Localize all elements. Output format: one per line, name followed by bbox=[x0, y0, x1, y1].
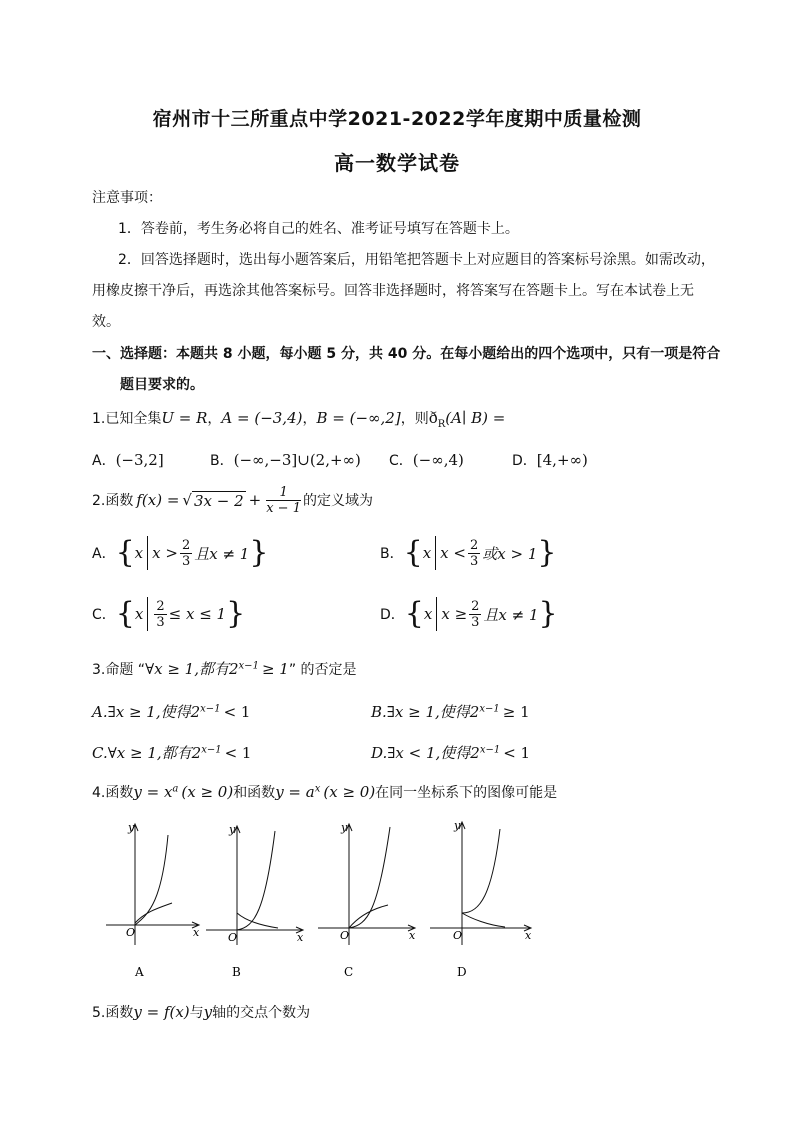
q1-option-a-value: (−3,2] bbox=[115, 451, 164, 469]
q1-option-c[interactable] bbox=[389, 450, 464, 470]
q2-option-d-label: D． bbox=[380, 607, 405, 623]
q1-universe: U = R bbox=[161, 409, 208, 427]
q2-fraction bbox=[266, 485, 301, 516]
q4-suffix: 在同一坐标系下的图像可能是 bbox=[375, 785, 558, 801]
divider-bar bbox=[435, 536, 436, 570]
curve-power bbox=[237, 831, 275, 930]
question-3-stem bbox=[92, 658, 357, 679]
q2-d-frac-num: 2 bbox=[471, 598, 480, 614]
q3-option-c-tail: < 1 bbox=[224, 744, 252, 762]
q4-mid: 和函数 bbox=[233, 785, 276, 801]
axis-x-label: x bbox=[525, 929, 532, 942]
q2-c-rel: ≤ x ≤ 1 bbox=[168, 605, 227, 623]
right-brace-icon: } bbox=[538, 596, 558, 631]
divider-bar bbox=[147, 536, 148, 570]
graph-c[interactable] bbox=[318, 821, 416, 979]
q2-option-b-label: B． bbox=[380, 546, 404, 562]
q2-c-var: x bbox=[134, 605, 144, 623]
q2-option-a-label: A． bbox=[92, 546, 116, 562]
q2-frac-num: 1 bbox=[266, 485, 301, 501]
graph-a[interactable] bbox=[106, 821, 200, 979]
q1-option-b[interactable] bbox=[210, 450, 361, 470]
q2-sqrt-inner: 3x − 2 bbox=[193, 491, 244, 510]
q2-option-b[interactable] bbox=[380, 533, 556, 573]
curve-power bbox=[349, 827, 390, 928]
q3-prefix: 3.命题 “ bbox=[92, 662, 146, 678]
curve-exp bbox=[237, 913, 278, 928]
graph-d-label: D bbox=[457, 965, 467, 979]
axis-y-label: y bbox=[229, 823, 236, 836]
q3-option-a[interactable] bbox=[92, 701, 250, 722]
q1-complement-sub: R bbox=[437, 418, 446, 430]
question-5-stem bbox=[92, 1002, 310, 1022]
q2-a-var: x bbox=[134, 544, 144, 562]
q2-d-tail: 且x ≠ 1 bbox=[483, 605, 539, 624]
q3-option-b[interactable] bbox=[371, 701, 530, 722]
right-brace-icon: } bbox=[537, 535, 557, 570]
q3-math-2: ≥ 1 bbox=[261, 660, 289, 678]
graph-b[interactable] bbox=[206, 823, 304, 979]
q4-func-1: y = x bbox=[133, 783, 173, 801]
q4-func-2-sup: x bbox=[314, 783, 321, 795]
q2-c-frac-den: 3 bbox=[156, 614, 165, 630]
divider-bar bbox=[436, 597, 437, 631]
q2-c-fraction bbox=[154, 599, 166, 630]
q2-b-tail: 或x > 1 bbox=[482, 544, 538, 563]
notice-item-2-line-3: 效。 bbox=[92, 314, 120, 330]
q1-option-c-value: (−∞,4) bbox=[412, 451, 464, 469]
q2-b-fraction bbox=[468, 538, 480, 569]
q3-option-d-text: D.∃x < 1,使得2 bbox=[371, 744, 480, 762]
graph-a-label: A bbox=[135, 965, 144, 979]
q2-d-var: x bbox=[423, 605, 433, 623]
q1-option-b-label: B． bbox=[210, 453, 234, 469]
q2-a-fraction bbox=[180, 538, 192, 569]
q3-option-a-tail: < 1 bbox=[223, 703, 251, 721]
q2-d-fraction bbox=[469, 599, 481, 630]
q5-mid: 与 bbox=[189, 1005, 204, 1021]
q4-cond-1: (x ≥ 0) bbox=[181, 783, 234, 801]
notice-item-2-line-2: 用橡皮擦干净后，再选涂其他答案标号。回答非选择题时，将答案写在答题卡上。写在本试卷上无 bbox=[92, 283, 694, 299]
graph-d[interactable] bbox=[430, 819, 532, 979]
q4-func-2: y = a bbox=[275, 783, 315, 801]
q1-sep: ， bbox=[207, 411, 222, 427]
q5-fx: y = f(x) bbox=[133, 1003, 190, 1021]
q2-prefix: 2.函数 bbox=[92, 493, 134, 509]
q2-a-frac-num: 2 bbox=[181, 537, 191, 553]
axis-y-label: y bbox=[454, 819, 461, 832]
q2-fx: f(x) = bbox=[136, 491, 180, 509]
q1-sep-2: ， bbox=[302, 411, 317, 427]
q4-cond-2: (x ≥ 0) bbox=[323, 783, 376, 801]
origin-label: O bbox=[228, 931, 238, 944]
q2-d-frac-den: 3 bbox=[471, 614, 480, 630]
sqrt-icon: √ bbox=[182, 491, 192, 509]
q1-option-c-label: C． bbox=[389, 453, 413, 469]
q3-option-c-text: C.∀x ≥ 1,都有2 bbox=[92, 744, 202, 762]
q3-option-a-text: A.∃x ≥ 1,使得2 bbox=[92, 703, 201, 721]
q3-sup: x−1 bbox=[238, 660, 259, 672]
q3-option-b-text: B.∃x ≥ 1,使得2 bbox=[371, 703, 480, 721]
q5-suffix: 轴的交点个数为 bbox=[212, 1005, 311, 1021]
q5-prefix: 5.函数 bbox=[92, 1005, 134, 1021]
notice-heading: 注意事项： bbox=[92, 190, 162, 206]
q3-math: ∀x ≥ 1,都有2 bbox=[145, 660, 239, 678]
left-brace-icon: { bbox=[403, 535, 423, 570]
question-2-stem bbox=[92, 482, 373, 518]
q1-option-a-label: A． bbox=[92, 453, 116, 469]
q4-prefix: 4.函数 bbox=[92, 785, 134, 801]
q3-option-d-sup: x−1 bbox=[479, 744, 501, 756]
q2-a-rel: x > bbox=[152, 544, 178, 562]
q2-option-d[interactable] bbox=[380, 594, 558, 634]
q2-option-a[interactable] bbox=[92, 533, 268, 573]
section-1-instructions-line-2: 题目要求的。 bbox=[120, 377, 204, 393]
q3-option-a-sup: x−1 bbox=[200, 703, 221, 715]
q3-suffix: ” 的否定是 bbox=[288, 662, 357, 678]
left-brace-icon: { bbox=[115, 535, 135, 570]
notice-item-2-line-1: 2．回答选择题时，选出每小题答案后，用铅笔把答题卡上对应题目的答案标号涂黑。如需改动， bbox=[118, 252, 715, 268]
divider-bar bbox=[147, 597, 148, 631]
origin-label: O bbox=[453, 929, 463, 942]
q2-b-rel: x < bbox=[440, 544, 466, 562]
q2-a-tail: 且x ≠ 1 bbox=[194, 544, 250, 563]
axis-x-label: x bbox=[297, 931, 304, 944]
graph-b-label: B bbox=[232, 965, 241, 979]
q2-b-frac-den: 3 bbox=[469, 553, 479, 569]
q1-expression: (A∣ B) = bbox=[445, 409, 506, 427]
section-1-instructions: 一、选择题：本题共 8 小题，每小题 5 分，共 40 分。在每小题给出的四个选项中，只有一项是符合 bbox=[92, 346, 721, 362]
q1-set-a: A = (−3,4) bbox=[221, 409, 303, 427]
graph-c-label: C bbox=[344, 965, 354, 979]
q2-a-frac-den: 3 bbox=[181, 553, 191, 569]
q1-option-d-value: [4,+∞) bbox=[536, 451, 588, 469]
right-brace-icon: } bbox=[249, 535, 269, 570]
q4-graphs bbox=[100, 815, 545, 985]
question-4-stem bbox=[92, 782, 557, 802]
q1-set-b: B = (−∞,2] bbox=[316, 409, 401, 427]
axis-x-label: x bbox=[409, 929, 416, 942]
notice-item-1: 1．答卷前，考生务必将自己的姓名、准考证号填写在答题卡上。 bbox=[118, 221, 519, 237]
origin-label: O bbox=[340, 929, 350, 942]
q2-suffix: 的定义域为 bbox=[302, 493, 373, 509]
q2-b-frac-num: 2 bbox=[469, 537, 479, 553]
q3-option-b-tail: ≥ 1 bbox=[502, 703, 530, 721]
exam-title: 宿州市十三所重点中学2021-2022学年度期中质量检测 bbox=[152, 108, 642, 130]
q3-option-c-sup: x−1 bbox=[201, 744, 222, 756]
q5-axis: y bbox=[203, 1003, 213, 1021]
q3-option-c[interactable] bbox=[92, 742, 251, 763]
q2-option-c-label: C． bbox=[92, 607, 116, 623]
q2-d-rel: x ≥ bbox=[441, 605, 468, 623]
q2-c-frac-num: 2 bbox=[156, 598, 165, 614]
origin-label: O bbox=[126, 926, 136, 939]
curve-power bbox=[462, 829, 500, 913]
question-1-stem bbox=[92, 408, 505, 430]
q3-option-d[interactable] bbox=[371, 742, 530, 763]
right-brace-icon: } bbox=[226, 596, 246, 631]
q2-plus: + bbox=[248, 491, 262, 509]
left-brace-icon: { bbox=[115, 596, 135, 631]
q1-option-a[interactable] bbox=[92, 450, 164, 470]
q1-prefix: 1.已知全集 bbox=[92, 411, 162, 427]
axis-y-label: y bbox=[128, 821, 135, 834]
axis-y-label: y bbox=[341, 821, 348, 834]
q1-then: ，则 bbox=[400, 411, 429, 427]
q3-option-b-sup: x−1 bbox=[479, 703, 500, 715]
exam-subtitle: 高一数学试卷 bbox=[334, 151, 460, 175]
q1-complement-symbol: ð bbox=[428, 409, 438, 427]
q1-option-d-label: D． bbox=[512, 453, 537, 469]
curve-exp bbox=[349, 905, 388, 928]
q1-option-d[interactable] bbox=[512, 450, 588, 470]
q2-b-var: x bbox=[422, 544, 432, 562]
q2-option-c[interactable] bbox=[92, 594, 245, 634]
left-brace-icon: { bbox=[404, 596, 424, 631]
axis-x-label: x bbox=[193, 926, 200, 939]
q3-option-d-tail: < 1 bbox=[503, 744, 531, 762]
curve-exp bbox=[462, 913, 505, 927]
q1-option-b-value: (−∞,−3]∪(2,+∞) bbox=[233, 451, 361, 469]
q2-frac-den: x − 1 bbox=[266, 500, 301, 516]
q4-func-1-sup: a bbox=[172, 783, 179, 795]
